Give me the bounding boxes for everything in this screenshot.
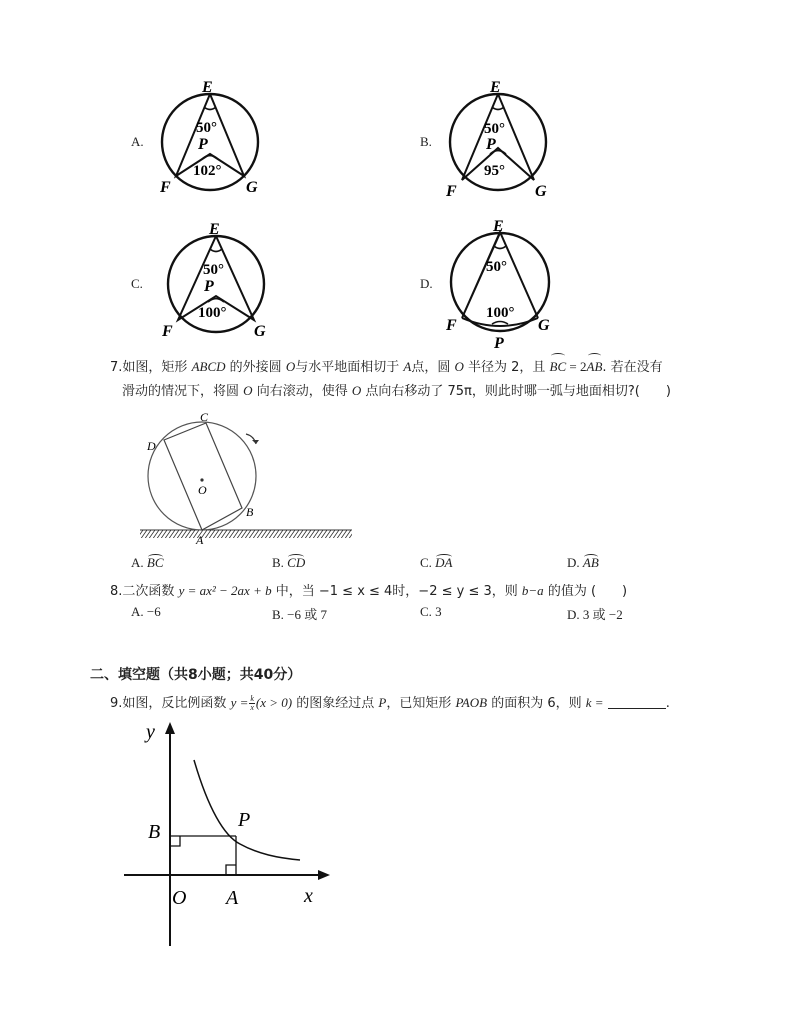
q6a-angle-bottom: 102°	[193, 163, 222, 179]
q9-p: P	[378, 695, 387, 710]
q7-text-line2	[122, 378, 742, 405]
q7-l2-2: 向右滚动，使得	[256, 384, 348, 399]
q9-label-p: P	[238, 809, 251, 831]
q6-option-b-figure	[446, 76, 556, 200]
q7-opt-d-arc: AB	[582, 555, 599, 570]
q9-t4: 的面积为 6，则	[491, 696, 582, 711]
section-2-title: 二、填空题（共8小题；共40分）	[90, 667, 302, 683]
q7-l2-1: 滑动的情况下，将圆	[122, 384, 240, 399]
q9-t2: 的图象经过点	[296, 696, 375, 711]
q8-opt-b-value: −6 或 7	[287, 607, 328, 622]
q9-t1: 如图，反比例函数	[122, 696, 227, 711]
q6d-label-g: G	[538, 317, 550, 334]
q7-option-c[interactable]	[420, 555, 453, 571]
q8-option-d[interactable]	[567, 604, 623, 623]
q6c-label-e: E	[209, 221, 220, 238]
q7-option-b[interactable]	[272, 555, 305, 571]
q7-label-c: C	[200, 410, 209, 424]
q8-formula: y = ax² − 2ax + b	[178, 583, 272, 598]
q6d-angle-bottom: 100°	[486, 305, 515, 321]
q6b-label-g: G	[535, 183, 547, 200]
q9-label-a: A	[226, 887, 239, 909]
q6c-angle-top: 50°	[203, 262, 224, 278]
q6-option-a-label[interactable]: A.	[131, 134, 144, 149]
q6-option-d-label[interactable]: D.	[420, 276, 433, 291]
q7-label-a: A	[196, 533, 204, 546]
q8-option-b[interactable]	[272, 604, 327, 623]
q8-opt-d-label: D.	[567, 607, 580, 622]
q8-t2: 中，当 −1 ≤ x ≤ 4时，−2 ≤ y ≤ 3，则	[275, 584, 518, 599]
q6c-label-g: G	[254, 323, 266, 340]
q7-abcd: ABCD	[191, 359, 226, 374]
q6b-label-f: F	[446, 183, 457, 200]
q9-label-b: B	[148, 821, 161, 843]
q6-option-c-figure	[160, 218, 272, 342]
q8-opt-a-label: A.	[131, 604, 144, 619]
q7-number: 7.	[110, 360, 123, 375]
q6b-label-e: E	[490, 79, 501, 96]
q6c-angle-bottom: 100°	[198, 305, 227, 321]
q6d-label-p: P	[494, 335, 504, 350]
q7-option-d[interactable]	[567, 555, 599, 571]
q8-bma: b−a	[521, 583, 544, 598]
q9-paob: PAOB	[455, 695, 488, 710]
q9-figure	[118, 718, 340, 954]
q7-opt-b-arc: CD	[287, 555, 306, 570]
q9-y-eq: y =	[230, 695, 249, 710]
q7-arc-bc: BC	[550, 354, 567, 380]
q9-answer-blank[interactable]	[608, 694, 666, 709]
q9-label-x: x	[304, 885, 313, 907]
q9-end: .	[665, 696, 670, 711]
q6d-label-e: E	[493, 218, 504, 235]
q7-opt-c-label: C.	[420, 555, 432, 570]
q9-t3: ，已知矩形	[386, 696, 452, 711]
q8-number: 8.	[110, 584, 123, 599]
q7-opt-a-arc: BC	[146, 555, 164, 570]
q7-label-b: B	[246, 505, 254, 519]
q7-label-d: D	[147, 439, 156, 453]
q7-option-a[interactable]	[131, 555, 164, 571]
q7-opt-c-arc: DA	[435, 555, 453, 570]
q8-t1: 二次函数	[122, 584, 175, 599]
q6a-angle-top: 50°	[196, 120, 217, 136]
q9-label-y: y	[146, 721, 155, 743]
q8-opt-b-label: B.	[272, 607, 284, 622]
q9-number: 9.	[110, 696, 123, 711]
q7-opt-d-label: D.	[567, 555, 580, 570]
q7-t5: 半径为 2，且	[468, 360, 546, 375]
q7-l2-3: 点向右移动了 75π，则此时哪一弧与地面相切?( )	[365, 384, 671, 399]
q7-o1: O	[285, 359, 296, 374]
q6a-label-e: E	[202, 79, 213, 96]
q7-opt-b-label: B.	[272, 555, 284, 570]
q9-k: k =	[585, 695, 604, 710]
q6c-label-f: F	[162, 323, 173, 340]
q7-o2: O	[454, 359, 464, 374]
q8-option-a[interactable]	[131, 604, 161, 620]
q6a-label-g: G	[246, 179, 258, 196]
q7-label-o: O	[198, 483, 207, 497]
q9-text	[110, 690, 750, 717]
q6b-label-p: P	[486, 136, 496, 153]
q8-opt-c-value: 3	[435, 604, 442, 619]
q7-t1: 如图，矩形	[122, 360, 188, 375]
q6-option-d-figure	[444, 216, 558, 350]
q7-o4: O	[351, 383, 362, 398]
q8-text	[110, 578, 730, 605]
q9-label-o: O	[172, 887, 187, 909]
q6-option-c-label[interactable]: C.	[131, 276, 143, 291]
q7-text-line1	[110, 354, 730, 381]
q7-opt-a-label: A.	[131, 555, 144, 570]
q8-opt-d-value: 3 或 −2	[582, 607, 623, 622]
q8-opt-a-value: −6	[146, 604, 161, 619]
q6b-angle-bottom: 95°	[484, 163, 505, 179]
q9-fraction	[249, 695, 255, 712]
q7-arc-ab: AB	[587, 354, 603, 380]
q9-frac-num: k	[250, 694, 254, 703]
q7-eq: = 2	[566, 359, 587, 374]
q8-option-c[interactable]	[420, 604, 442, 620]
q8-t3: 的值为 ( )	[547, 584, 628, 599]
q6-option-a-figure	[160, 76, 270, 200]
q7-t2: 的外接圆	[229, 360, 282, 375]
q6c-label-p: P	[204, 278, 214, 295]
q7-t4: 点，圆	[411, 360, 451, 375]
q6a-label-p: P	[198, 136, 208, 153]
q8-opt-c-label: C.	[420, 604, 432, 619]
q7-o3: O	[243, 383, 253, 398]
q9-frac-den: x	[250, 703, 254, 712]
q9-cond: (x > 0)	[255, 695, 293, 710]
q6-option-b-label[interactable]: B.	[420, 134, 432, 149]
q6b-angle-top: 50°	[484, 121, 505, 137]
q6a-label-f: F	[160, 179, 171, 196]
q7-a1: A	[403, 359, 412, 374]
q7-figure	[138, 410, 356, 546]
q6d-angle-top: 50°	[486, 259, 507, 275]
q6d-label-f: F	[446, 317, 457, 334]
q7-t6: . 若在没有	[602, 360, 663, 375]
q7-t3: 与水平地面相切于	[295, 360, 400, 375]
